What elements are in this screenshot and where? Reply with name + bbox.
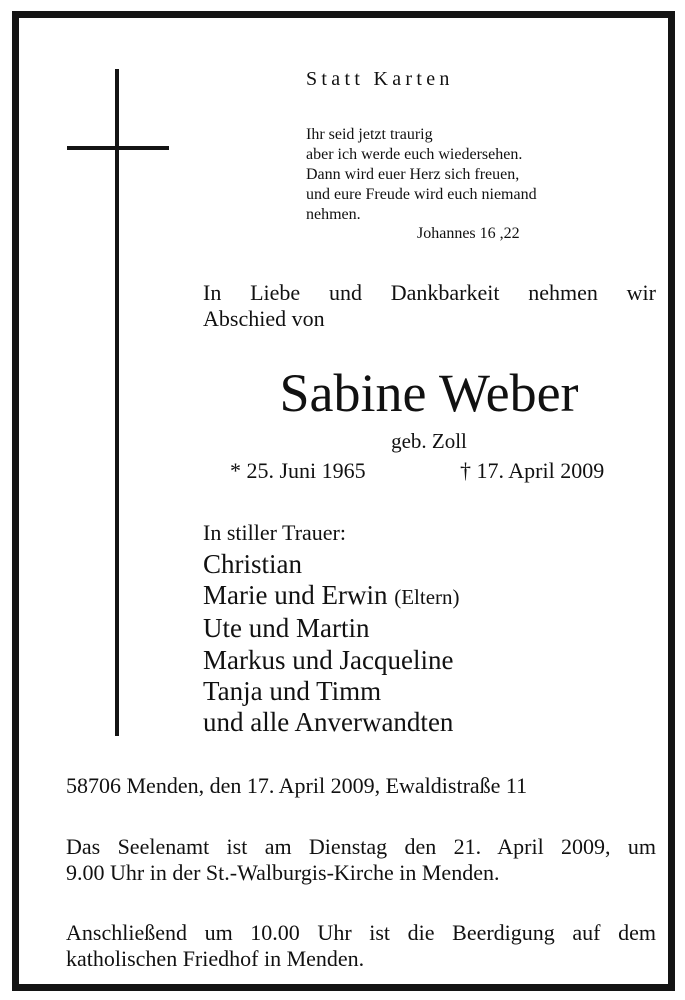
verse-line: aber ich werde euch wiedersehen.	[306, 146, 523, 163]
verse-line: und eure Freude wird euch niemand	[306, 186, 537, 203]
intro-text	[203, 280, 656, 332]
service-line-2: 9.00 Uhr in der St.-Walburgis-Kirche in Menden.	[66, 860, 500, 885]
birth-date: * 25. Juni 1965	[230, 458, 366, 483]
mourners-list	[203, 549, 460, 738]
list-item: und alle Anverwandten	[203, 707, 454, 738]
list-item: Ute und Martin	[203, 613, 370, 644]
mourners-intro: In stiller Trauer:	[203, 520, 346, 545]
list-item	[203, 580, 460, 613]
list-item: Christian	[203, 549, 302, 579]
mourner-name: Marie und Erwin	[203, 580, 388, 611]
burial-line-1: Anschließend um 10.00 Uhr ist die Beerdigung auf dem	[66, 920, 656, 945]
service-info	[66, 834, 656, 886]
death-date: † 17. April 2009	[460, 458, 605, 483]
burial-line-2: katholischen Friedhof in Menden.	[66, 946, 365, 971]
bible-verse	[306, 125, 537, 225]
intro-line-1: In Liebe und Dankbarkeit nehmen wir	[203, 280, 656, 305]
parents-note: (Eltern)	[394, 585, 460, 610]
burial-info	[66, 920, 656, 972]
list-item: Markus und Jacqueline	[203, 644, 454, 675]
cross-icon-bar	[67, 146, 169, 150]
verse-line: nehmen.	[306, 206, 361, 223]
service-line-1: Das Seelenamt ist am Dienstag den 21. April 2009, um	[66, 834, 656, 859]
deceased-name: Sabine Weber	[279, 363, 579, 423]
verse-reference: Johannes 16 ,22	[417, 225, 520, 242]
verse-line: Ihr seid jetzt traurig	[306, 126, 433, 143]
place-date: 58706 Menden, den 17. April 2009, Ewaldistraße 11	[66, 773, 528, 798]
intro-line-2: Abschied von	[203, 306, 325, 331]
maiden-name: geb. Zoll	[391, 429, 467, 453]
list-item: Tanja und Timm	[203, 675, 382, 706]
header-statt-karten: Statt Karten	[306, 68, 454, 90]
notice-frame	[12, 11, 675, 991]
verse-line: Dann wird euer Herz sich freuen,	[306, 166, 520, 183]
cross-icon	[115, 69, 119, 736]
